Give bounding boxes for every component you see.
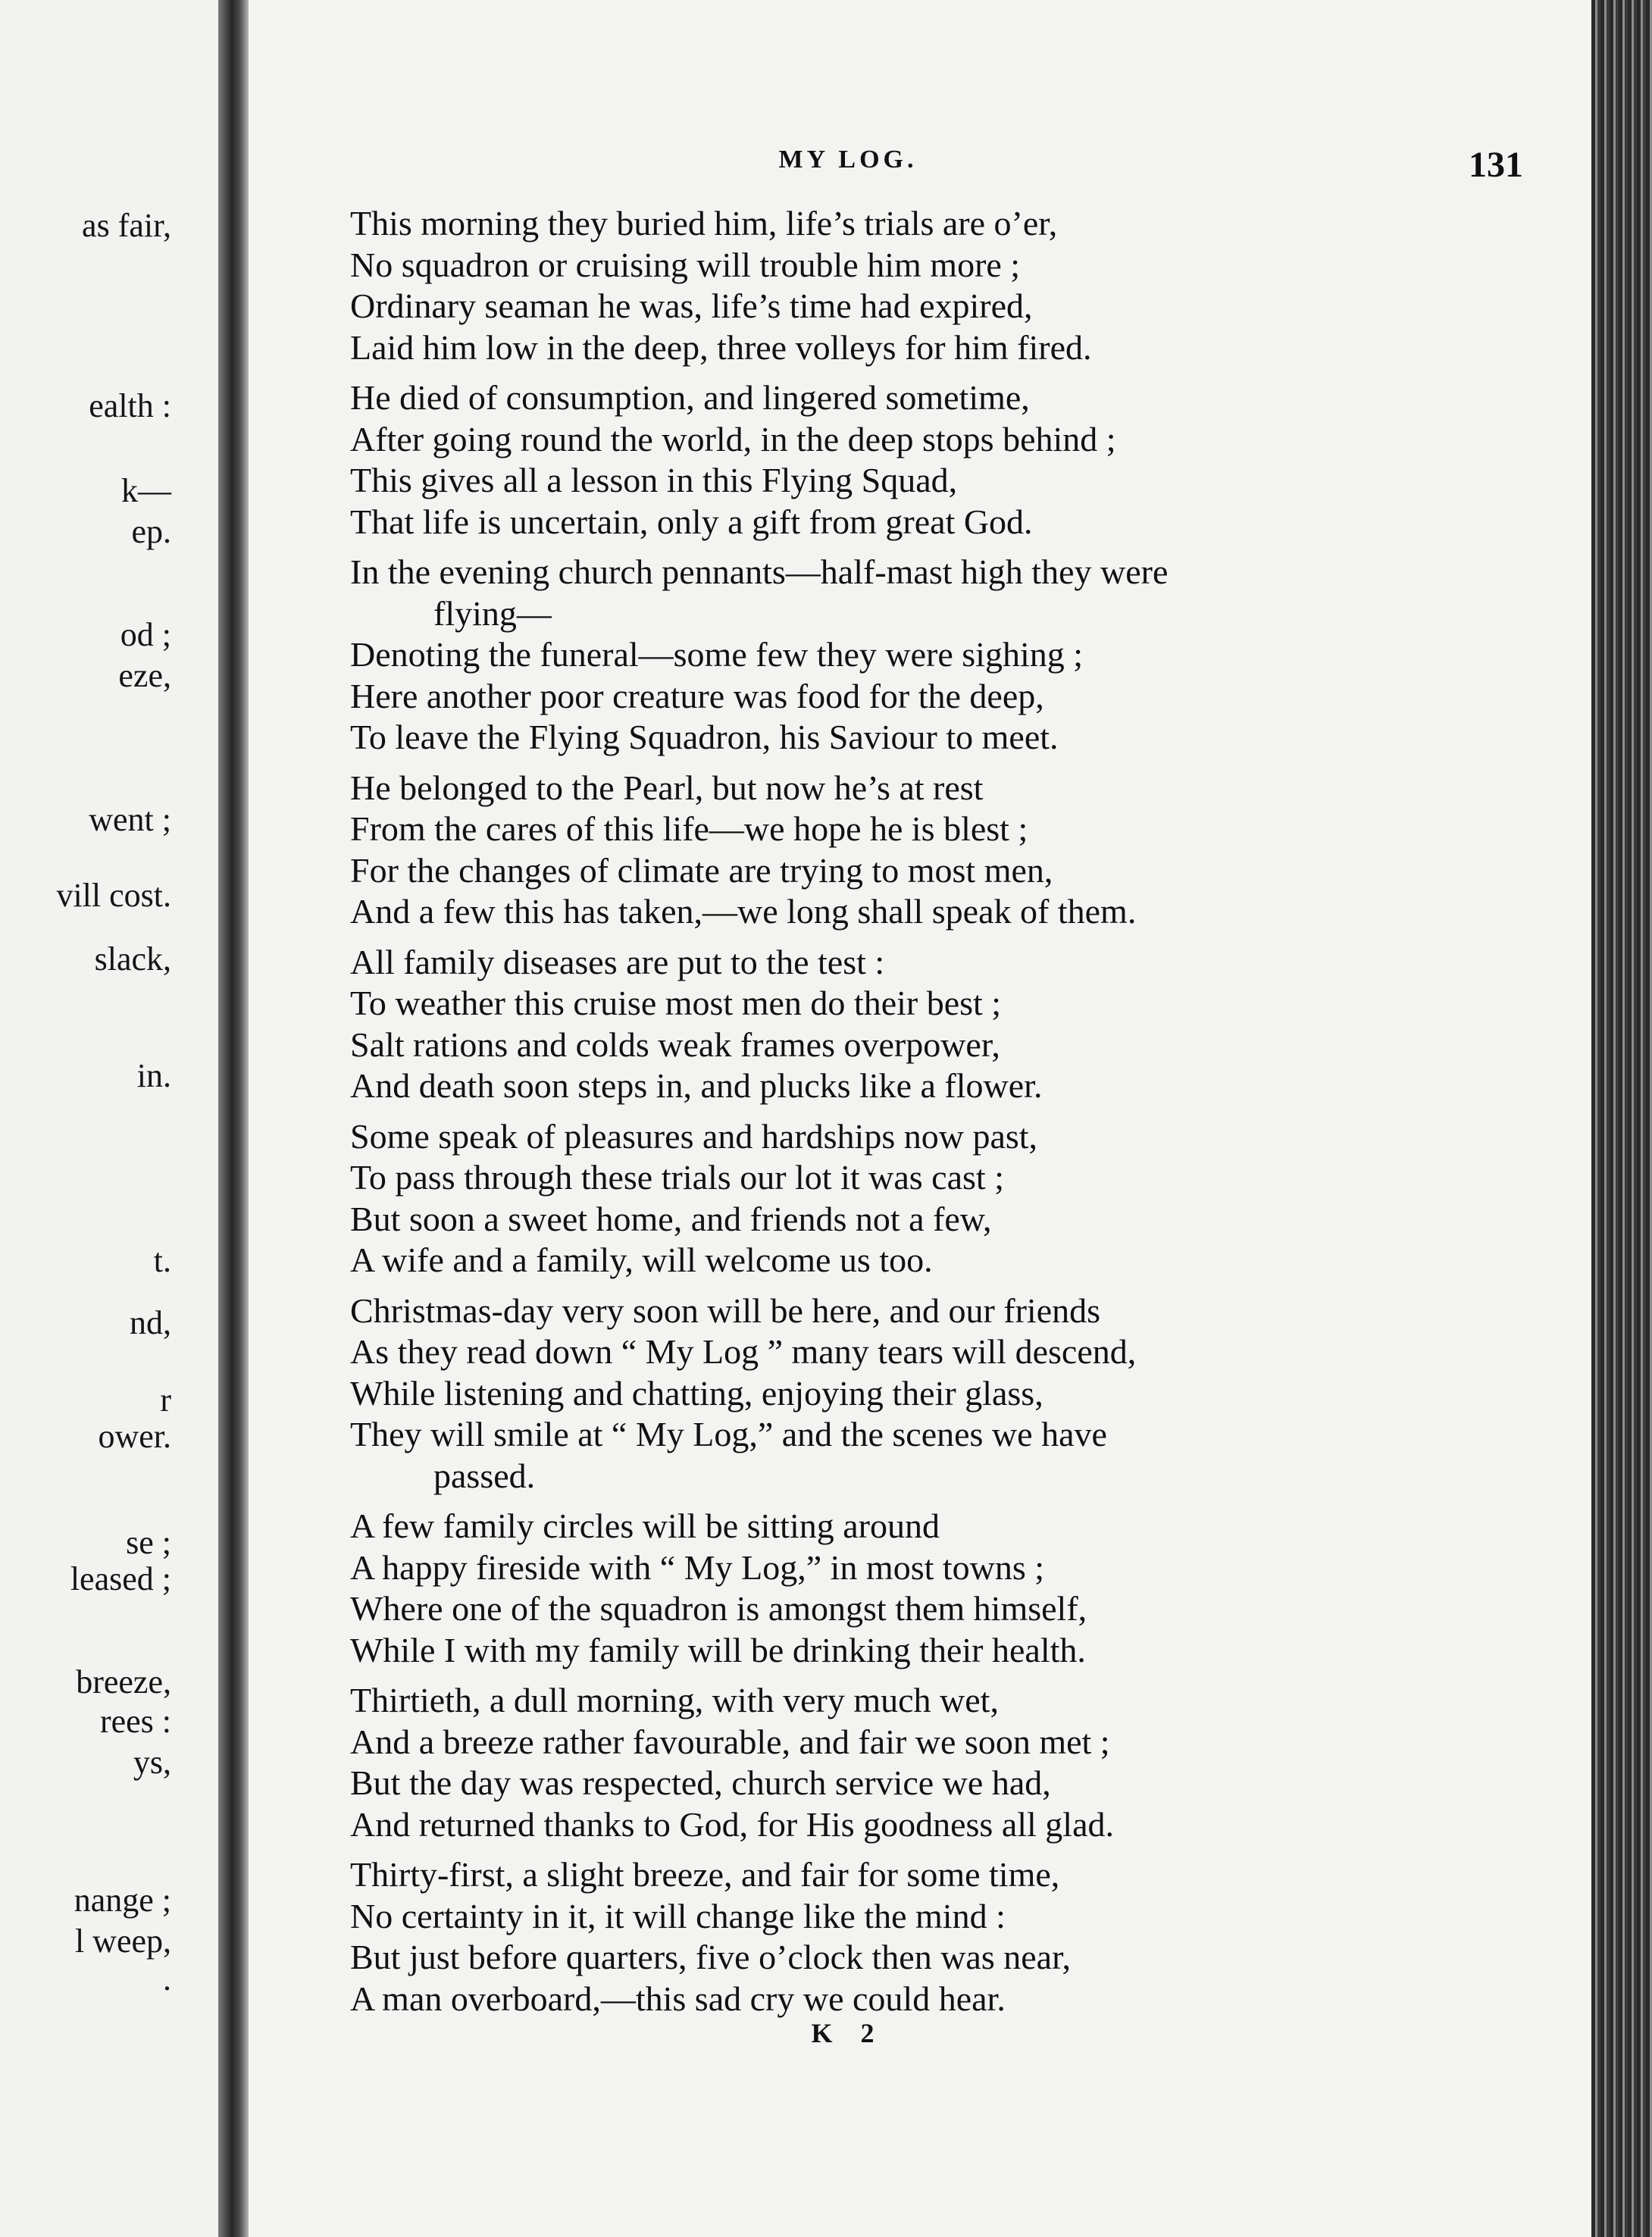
poem-line: All family diseases are put to the test : bbox=[350, 942, 885, 981]
poem-line: Salt rations and colds weak frames overpower, bbox=[350, 1025, 1000, 1064]
left-page-line: nange ; bbox=[74, 1882, 171, 1919]
stanza bbox=[350, 942, 1426, 1107]
poem-line: After going round the world, in the deep stops behind ; bbox=[350, 419, 1116, 458]
poem-line: A happy fireside with “ My Log,” in most towns ; bbox=[350, 1547, 1045, 1587]
left-page-line: rees : bbox=[99, 1703, 171, 1740]
poem-line: From the cares of this life—we hope he is blest ; bbox=[350, 809, 1028, 848]
stanza bbox=[350, 203, 1426, 368]
poem-line-continuation: flying— bbox=[433, 593, 552, 633]
left-page-line: l weep, bbox=[74, 1923, 171, 1960]
left-page-line: as fair, bbox=[82, 207, 171, 244]
poem-line-continuation: passed. bbox=[433, 1456, 536, 1495]
left-page-line: od ; bbox=[120, 616, 171, 653]
poem-line: To weather this cruise most men do their best ; bbox=[350, 984, 1002, 1022]
poem-line: A few family circles will be sitting around bbox=[350, 1506, 940, 1545]
signature-mark: K 2 bbox=[811, 2018, 885, 2048]
poem-line: Here another poor creature was food for the deep, bbox=[350, 676, 1044, 715]
book-gutter bbox=[218, 0, 249, 2237]
left-page-line: ower. bbox=[98, 1418, 171, 1455]
left-page-line: k— bbox=[121, 472, 171, 509]
poem-line: But soon a sweet home, and friends not a few, bbox=[350, 1199, 992, 1238]
left-page-line: leased ; bbox=[70, 1560, 171, 1597]
poem-line: And returned thanks to God, for His goodness all glad. bbox=[350, 1804, 1115, 1844]
poem-line: No squadron or cruising will trouble him more ; bbox=[350, 245, 1021, 284]
poem-line: To leave the Flying Squadron, his Saviour to meet. bbox=[350, 718, 1059, 756]
right-page bbox=[249, 0, 1591, 2237]
stanza bbox=[350, 377, 1426, 543]
left-page-line: breeze, bbox=[76, 1663, 171, 1700]
poem-line: This gives all a lesson in this Flying Squad, bbox=[350, 461, 958, 499]
stanza bbox=[350, 1854, 1426, 2020]
poem-line: For the changes of climate are trying to most men, bbox=[350, 850, 1053, 890]
poem-line: And death soon steps in, and plucks like a flower. bbox=[350, 1066, 1043, 1105]
poem-line: Ordinary seaman he was, life’s time had expired, bbox=[350, 286, 1033, 325]
poem-line: But just before quarters, five o’clock then was near, bbox=[350, 1938, 1072, 1976]
poem-line: Where one of the squadron is amongst them himself, bbox=[350, 1589, 1087, 1628]
poem-line: Some speak of pleasures and hardships now past, bbox=[350, 1116, 1038, 1156]
poem-line: They will smile at “ My Log,” and the scenes we have bbox=[350, 1415, 1107, 1453]
poem-line: Thirtieth, a dull morning, with very much wet, bbox=[350, 1681, 999, 1719]
left-page-line: ealth : bbox=[89, 387, 171, 424]
poem-line: A wife and a family, will welcome us too. bbox=[350, 1241, 933, 1279]
stanza bbox=[350, 1116, 1426, 1281]
poem-line: While I with my family will be drinking their health. bbox=[350, 1630, 1086, 1669]
poem-line: He belonged to the Pearl, but now he’s at rest bbox=[350, 768, 984, 807]
left-page-line: ep. bbox=[131, 513, 171, 550]
left-page-line: in. bbox=[136, 1057, 171, 1094]
poem-line: No certainty in it, it will change like the mind : bbox=[350, 1896, 1006, 1935]
stanza bbox=[350, 1291, 1426, 1497]
poem-line: And a breeze rather favourable, and fair we soon met ; bbox=[350, 1722, 1110, 1761]
left-page-line: went ; bbox=[89, 801, 171, 838]
left-page-line: ys, bbox=[133, 1744, 171, 1781]
left-page-line: t. bbox=[153, 1242, 171, 1279]
page-number: 131 bbox=[1469, 145, 1523, 185]
left-page bbox=[0, 0, 218, 2237]
poem-line: Laid him low in the deep, three volleys for him fired. bbox=[350, 327, 1092, 367]
left-page-line: eze, bbox=[118, 657, 171, 694]
poem-line: While listening and chatting, enjoying their glass, bbox=[350, 1373, 1043, 1413]
left-page-line: vill cost. bbox=[56, 877, 171, 914]
stanza bbox=[350, 552, 1426, 759]
stanza bbox=[350, 1506, 1426, 1671]
stanza bbox=[350, 1680, 1426, 1845]
poem-line: And a few this has taken,—we long shall speak of them. bbox=[350, 892, 1137, 931]
left-page-line: nd, bbox=[130, 1304, 171, 1341]
poem-line: A man overboard,—this sad cry we could hear. bbox=[350, 1979, 1006, 2018]
poem-line: As they read down “ My Log ” many tears will descend, bbox=[350, 1332, 1137, 1371]
poem-line: To pass through these trials our lot it was cast ; bbox=[350, 1158, 1004, 1197]
page-edges bbox=[1591, 0, 1652, 2237]
poem-line: That life is uncertain, only a gift from great God. bbox=[350, 502, 1033, 541]
poem-line: But the day was respected, church service we had, bbox=[350, 1763, 1051, 1802]
stanza bbox=[350, 768, 1426, 933]
poem-line: This morning they buried him, life’s trials are o’er, bbox=[350, 204, 1058, 242]
left-page-line: . bbox=[163, 1960, 171, 1998]
poem-line: Thirty-first, a slight breeze, and fair for some time, bbox=[350, 1855, 1060, 1894]
poem-line: Denoting the funeral—some few they were sighing ; bbox=[350, 635, 1084, 674]
left-page-line: se ; bbox=[126, 1524, 171, 1561]
left-page-line: r bbox=[160, 1381, 171, 1419]
poem-line: In the evening church pennants—half-mast high they were bbox=[350, 552, 1169, 591]
running-head: MY LOG. bbox=[778, 145, 918, 174]
poem bbox=[350, 203, 1426, 2029]
left-page-line: slack, bbox=[94, 940, 171, 978]
poem-line: He died of consumption, and lingered sometime, bbox=[350, 378, 1030, 417]
poem-line: Christmas-day very soon will be here, and our friends bbox=[350, 1291, 1101, 1330]
